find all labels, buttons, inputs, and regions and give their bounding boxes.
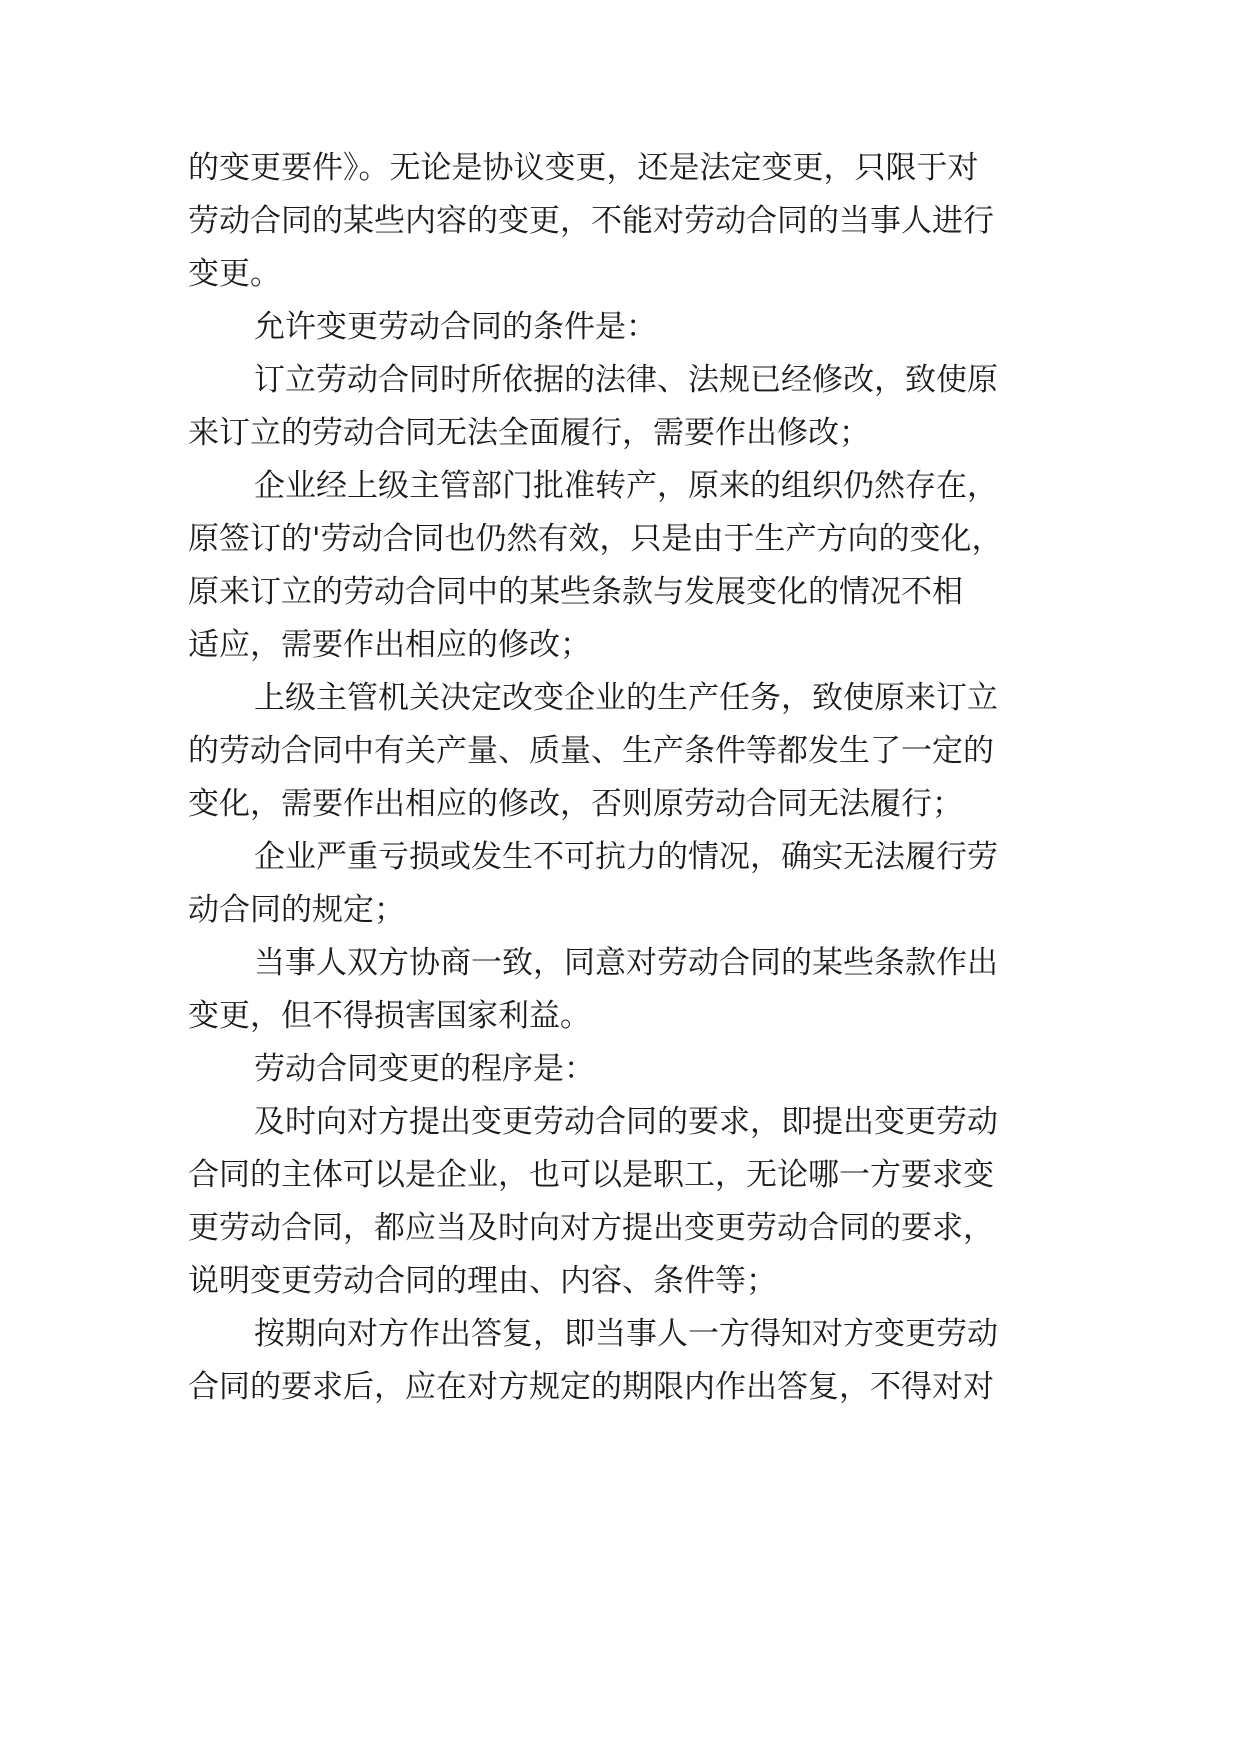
text-line: 企业经上级主管部门批准转产，原来的组织仍然存在，	[254, 468, 998, 504]
text-line: 合同的主体可以是企业，也可以是职工，无论哪一方要求变	[188, 1157, 994, 1193]
text-line: 变化，需要作出相应的修改，否则原劳动合同无法履行；	[188, 786, 963, 822]
text-line: 允许变更劳动合同的条件是：	[254, 309, 657, 345]
text-line: 的劳动合同中有关产量、质量、生产条件等都发生了一定的	[188, 733, 994, 769]
text-line: 更劳动合同，都应当及时向对方提出变更劳动合同的要求，	[188, 1210, 994, 1246]
text-line: 上级主管机关决定改变企业的生产任务，致使原来订立	[254, 680, 998, 716]
text-line: 变更。	[188, 256, 281, 292]
text-line: 订立劳动合同时所依据的法律、法规已经修改，致使原	[254, 362, 998, 398]
text-line: 及时向对方提出变更劳动合同的要求，即提出变更劳动	[254, 1104, 998, 1140]
text-line: 的变更要件》。无论是协议变更，还是法定变更，只限于对	[188, 150, 979, 186]
text-line: 当事人双方协商一致，同意对劳动合同的某些条款作出	[254, 945, 998, 981]
text-line: 说明变更劳动合同的理由、内容、条件等；	[188, 1263, 777, 1299]
text-line: 企业严重亏损或发生不可抗力的情况，确实无法履行劳	[254, 839, 998, 875]
text-line: 劳动合同的某些内容的变更，不能对劳动合同的当事人进行	[188, 203, 994, 239]
text-line: 动合同的规定；	[188, 892, 405, 928]
text-line: 适应，需要作出相应的修改；	[188, 627, 591, 663]
text-line: 原来订立的劳动合同中的某些条款与发展变化的情况不相	[188, 574, 963, 610]
text-line: 按期向对方作出答复，即当事人一方得知对方变更劳动	[254, 1316, 998, 1352]
text-line: 劳动合同变更的程序是：	[254, 1051, 595, 1087]
text-line: 原签订的'劳动合同也仍然有效，只是由于生产方向的变化，	[188, 521, 1003, 557]
text-line: 合同的要求后，应在对方规定的期限内作出答复，不得对对	[188, 1369, 994, 1405]
text-line: 来订立的劳动合同无法全面履行，需要作出修改；	[188, 415, 870, 451]
text-line: 变更，但不得损害国家利益。	[188, 998, 591, 1034]
